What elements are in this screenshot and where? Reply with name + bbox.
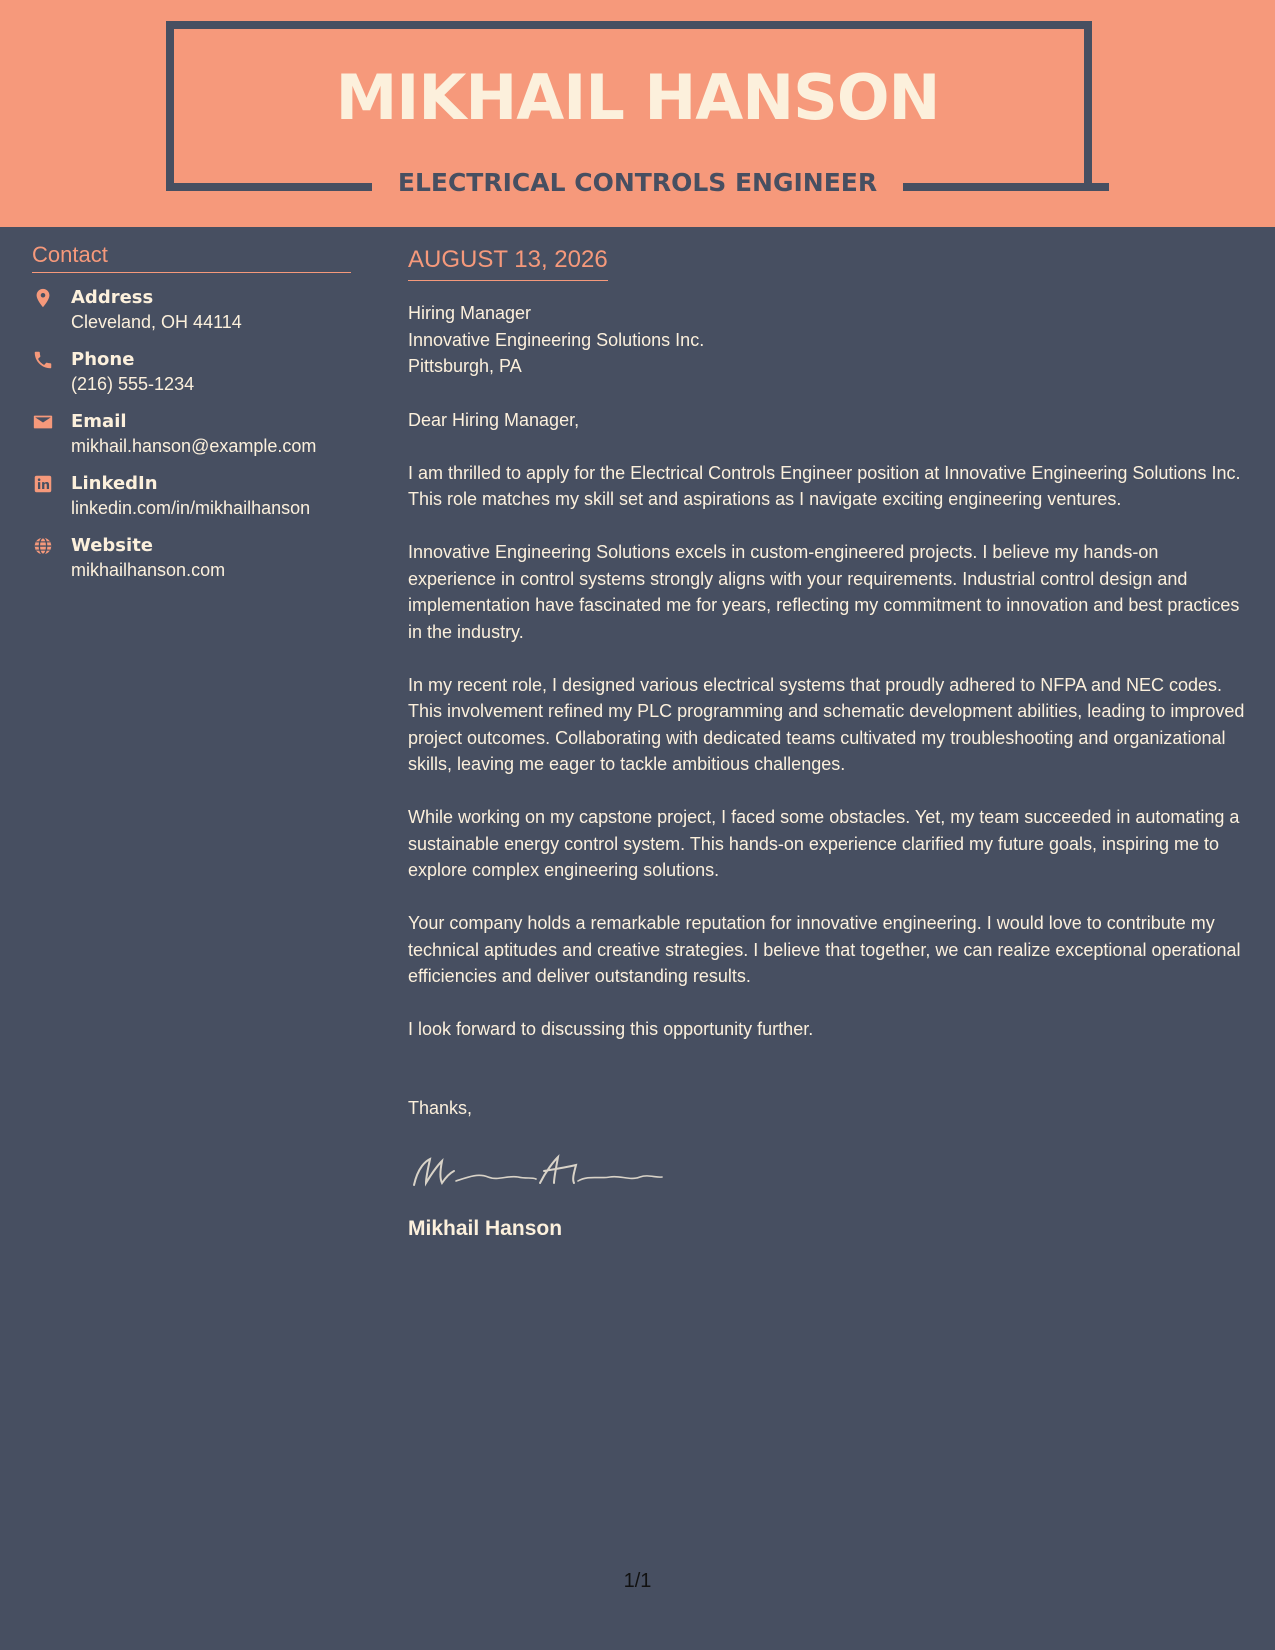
recipient-name: Hiring Manager — [408, 303, 532, 323]
closing: Thanks, — [408, 1097, 473, 1118]
contact-label: Address — [71, 287, 154, 308]
recipient-location: Pittsburgh, PA — [408, 356, 522, 376]
signature — [408, 1147, 1248, 1197]
salutation: Dear Hiring Manager, — [408, 409, 580, 430]
map-pin-icon — [32, 287, 54, 309]
envelope-icon — [32, 411, 54, 433]
linkedin-icon — [32, 473, 54, 495]
signed-name: Mikhail Hanson — [408, 1217, 563, 1240]
contact-phone — [32, 347, 351, 397]
contact-address — [32, 285, 351, 335]
contact-email — [32, 409, 351, 459]
header-banner — [0, 0, 1275, 227]
contact-label: Website — [71, 535, 154, 556]
recipient-block — [408, 300, 1248, 380]
contact-value[interactable]: mikhail.hanson@example.com — [71, 436, 317, 456]
paragraph: I look forward to discussing this opportunity further. — [408, 1019, 814, 1039]
header-frame-bottom-right — [903, 183, 1109, 191]
paragraph: I am thrilled to apply for the Electrical Controls Engineer position at Innovative Engineering Solutions Inc. This role matches my skill set and aspirations as I navigate exciting engineering ventures. — [408, 462, 1241, 509]
applicant-name: MIKHAIL HANSON — [335, 61, 940, 134]
contact-label: Email — [71, 411, 127, 432]
contact-heading: Contact — [32, 240, 351, 273]
contact-label: Phone — [71, 349, 135, 370]
contact-website — [32, 533, 351, 583]
contact-sidebar — [32, 240, 351, 583]
contact-label: LinkedIn — [71, 473, 158, 494]
recipient-company: Innovative Engineering Solutions Inc. — [408, 329, 705, 350]
contact-value[interactable]: linkedin.com/in/mikhailhanson — [71, 498, 311, 518]
paragraph: In my recent role, I designed various electrical systems that proudly adhered to NFPA and NEC codes. This involvement refined my PLC programming and schematic development abilities, leading to improved project outcomes. Collaborating with dedicated teams cultivated my troubleshooting and organizational skills, leaving me eager to tackle ambitious challenges. — [408, 674, 1245, 774]
paragraph: While working on my capstone project, I faced some obstacles. Yet, my team succeeded in automating a sustainable energy control system. This hands-on experience clarified my future goals, inspiring me to explore complex engineering solutions. — [408, 807, 1240, 880]
phone-icon — [32, 349, 54, 371]
header-frame-bottom-left — [166, 183, 372, 191]
page-number: 1/1 — [623, 1570, 652, 1592]
signature-graphic — [408, 1147, 668, 1197]
letter-body — [408, 244, 1248, 1243]
contact-value[interactable]: mikhailhanson.com — [71, 560, 226, 580]
contact-linkedin — [32, 471, 351, 521]
contact-value: Cleveland, OH 44114 — [71, 312, 242, 332]
contact-value: (216) 555-1234 — [71, 374, 195, 394]
globe-icon — [32, 535, 54, 557]
letter-date: AUGUST 13, 2026 — [408, 244, 608, 281]
job-title: ELECTRICAL CONTROLS ENGINEER — [397, 168, 878, 197]
paragraph: Innovative Engineering Solutions excels in custom-engineered projects. I believe my hands-on experience in control systems strongly aligns with your requirements. Industrial control design and implementation have fascinated me for years, reflecting my commitment to innovation and best practices in the industry. — [408, 542, 1240, 642]
paragraph: Your company holds a remarkable reputation for innovative engineering. I would love to contribute my technical aptitudes and creative strategies. I believe that together, we can realize exceptional operational efficiencies and deliver outstanding results. — [408, 913, 1241, 986]
